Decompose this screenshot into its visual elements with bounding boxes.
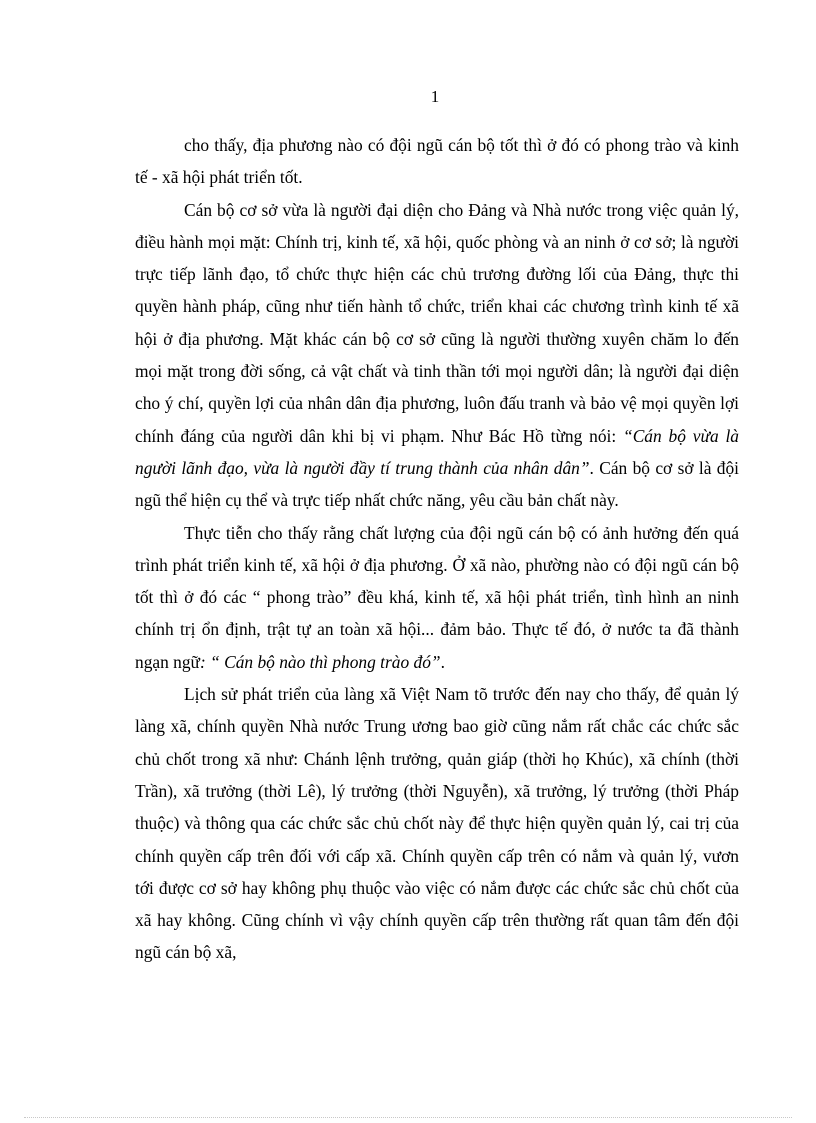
body-text [135, 129, 739, 969]
paragraph-2 [135, 194, 739, 517]
paragraph-4: Lịch sử phát triển của làng xã Việt Nam tõ trước đến nay cho thấy, để quản lý làng xã, chính quyền Nhà nước Trung ương bao giờ cũng nắm rất chắc các chức sắc chủ chốt trong xã như: Chánh lệnh trưởng, quản giáp (thời họ Khúc), xã chính (thời Trần), xã trưởng (thời Lê), lý trưởng (thời Nguyễn), xã trưởng, lý trưởng (thời Pháp thuộc) và thông qua các chức sắc chủ chốt này để thực hiện quyền quản lý, cai trị của chính quyền cấp trên đối với cấp xã. Chính quyền cấp trên có nắm và quản lý, vươn tới được cơ sở hay không phụ thuộc vào việc có nắm được các chức sắc chủ chốt của xã hay không. Cũng chính vì vậy chính quyền cấp trên thường rất quan tâm đến đội ngũ cán bộ xã, [135, 684, 739, 963]
paragraph-3 [135, 517, 739, 678]
proverb-quote: : “ Cán bộ nào thì phong trào đó” [199, 651, 441, 672]
paragraph-2-text: Cán bộ cơ sở vừa là người đại diện cho Đảng và Nhà nước trong việc quản lý, điều hành mọi mặt: Chính trị, kinh tế, xã hội, quốc phòng và an ninh ở cơ sở; là người trực tiếp lãnh đạo, tổ chức thực hiện các chủ trương đường lối của Đảng, thực thi quyền hành pháp, cũng như tiến hành tổ chức, triển khai các chương trình kinh tế xã hội ở địa phương. Mặt khác cán bộ cơ sở cũng là người thường xuyên chăm lo đến mọi mặt trong đời sống, cả vật chất và tinh thần tới mọi người dân; là người đại diện cho ý chí, quyền lợi của nhân dân địa phương, luôn đấu tranh và bảo vệ mọi quyền lợi chính đáng của người dân khi bị vi phạm. Như Bác Hồ từng nói: [135, 199, 739, 446]
page-number: 1 [430, 87, 440, 106]
paragraph-3-text-end: . [440, 651, 445, 672]
paragraph-3-text: Thực tiễn cho thấy rằng chất lượng của đội ngũ cán bộ có ảnh hưởng đến quá trình phát triển kinh tế, xã hội ở địa phương. Ở xã nào, phường nào có đội ngũ cán bộ tốt thì ở đó các “ phong trào” đều khá, kinh tế, xã hội phát triển, tình hình an ninh chính trị ổn định, trật tự an toàn xã hội... đảm bảo. Thực tế đó, ở nước ta đã thành ngạn ngữ [135, 522, 739, 672]
page-bottom-divider [24, 1117, 792, 1118]
ho-chi-minh-quote: “Cán bộ vừa là người lãnh đạo, vừa là người đầy tí trung thành của nhân dân” [135, 425, 739, 478]
paragraph-2-text-end: . Cán bộ cơ sở là đội ngũ thể hiện cụ thể và trực tiếp nhất chức năng, yêu cầu bản chất này. [135, 457, 739, 511]
paragraph-1: cho thấy, địa phương nào có đội ngũ cán bộ tốt thì ở đó có phong trào và kinh tế - xã hội phát triển tốt. [135, 135, 739, 188]
